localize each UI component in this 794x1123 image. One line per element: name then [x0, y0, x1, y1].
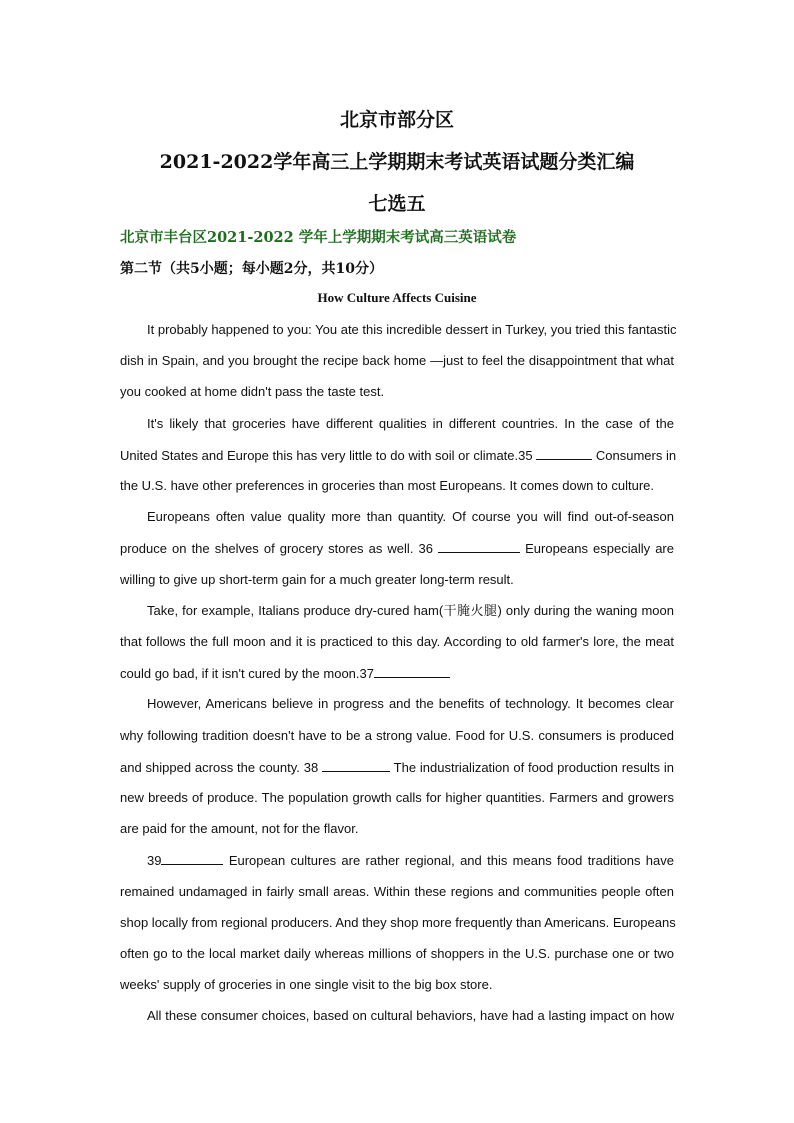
passage-text: could go bad, if it isn't cured by the moon.37 [120, 666, 374, 681]
answer-blank-39 [161, 852, 223, 865]
answer-blank-37 [374, 665, 450, 678]
passage-line: However, Americans believe in progress and the benefits of technology. It becomes clear [147, 696, 674, 711]
passage-text: European cultures are rather regional, and this means food traditions have [228, 853, 674, 868]
passage-line: remained undamaged in fairly small areas. Within these regions and communities people often [120, 884, 674, 899]
passage-line-with-blank [147, 852, 674, 868]
document-title-region: 北京市部分区 [339, 109, 454, 131]
passage-text: Europeans especially are [525, 541, 674, 556]
answer-blank-35 [536, 447, 592, 460]
passage-text: produce on the shelves of grocery stores as well. 36 [120, 541, 433, 556]
passage-text: United States and Europe this has very little to do with soil or climate.35 [120, 448, 533, 463]
passage-line: shop locally from regional producers. And they shop more frequently than Americans. Europeans [120, 915, 676, 930]
document-title-exam: 2021-2022学年高三上学期期末考试英语试题分类汇编 [159, 151, 635, 173]
passage-line: It's likely that groceries have different qualities in different countries. In the case of the [147, 416, 674, 431]
passage-text: and shipped across the county. 38 [120, 760, 319, 775]
document-title-topic: 七选五 [368, 193, 426, 215]
passage-line: willing to give up short-term gain for a much greater long-term result. [120, 572, 514, 587]
exam-source-subtitle: 北京市丰台区2021-2022 学年上学期期末考试高三英语试卷 [120, 229, 517, 246]
passage-line: It probably happened to you: You ate this incredible dessert in Turkey, you tried this fantastic [147, 322, 677, 337]
passage-line-with-blank [120, 540, 674, 556]
passage-line-with-blank [120, 759, 674, 775]
passage-line: are paid for the amount, not for the flavor. [120, 821, 359, 836]
passage-line-with-blank [120, 665, 674, 681]
passage-line: you cooked at home didn't pass the taste test. [120, 384, 385, 399]
passage-line: that follows the full moon and it is practiced to this day. According to old farmer's lore, the meat [120, 634, 674, 649]
passage-line: weeks' supply of groceries in one single visit to the big box store. [120, 977, 493, 992]
passage-line: Take, for example, Italians produce dry-cured ham(干腌火腿) only during the waning moon [147, 603, 674, 618]
answer-blank-38 [322, 759, 390, 772]
passage-text: Consumers in [595, 448, 677, 463]
passage-line: why following tradition doesn't have to be a strong value. Food for U.S. consumers is produced [120, 728, 674, 743]
passage-text: 39 [147, 853, 162, 868]
passage-line-with-blank [120, 447, 677, 463]
passage-line: the U.S. have other preferences in groceries than most Europeans. It comes down to culture. [120, 478, 655, 493]
answer-blank-36 [438, 540, 520, 553]
passage-title: How Culture Affects Cuisine [317, 290, 477, 305]
passage-line: Europeans often value quality more than quantity. Of course you will find out-of-season [147, 509, 674, 524]
passage-line: often go to the local market daily whereas millions of shoppers in the U.S. purchase one or two [120, 946, 674, 961]
passage-line: All these consumer choices, based on cultural behaviors, have had a lasting impact on how [147, 1008, 674, 1023]
section-heading: 第二节（共5小题；每小题2分，共10分） [120, 261, 383, 277]
passage-text: The industrialization of food production results in [393, 760, 674, 775]
passage-line: new breeds of produce. The population growth calls for higher quantities. Farmers and growers [120, 790, 674, 805]
passage-line: dish in Spain, and you brought the recipe back home —just to feel the disappointment that what [120, 353, 674, 368]
